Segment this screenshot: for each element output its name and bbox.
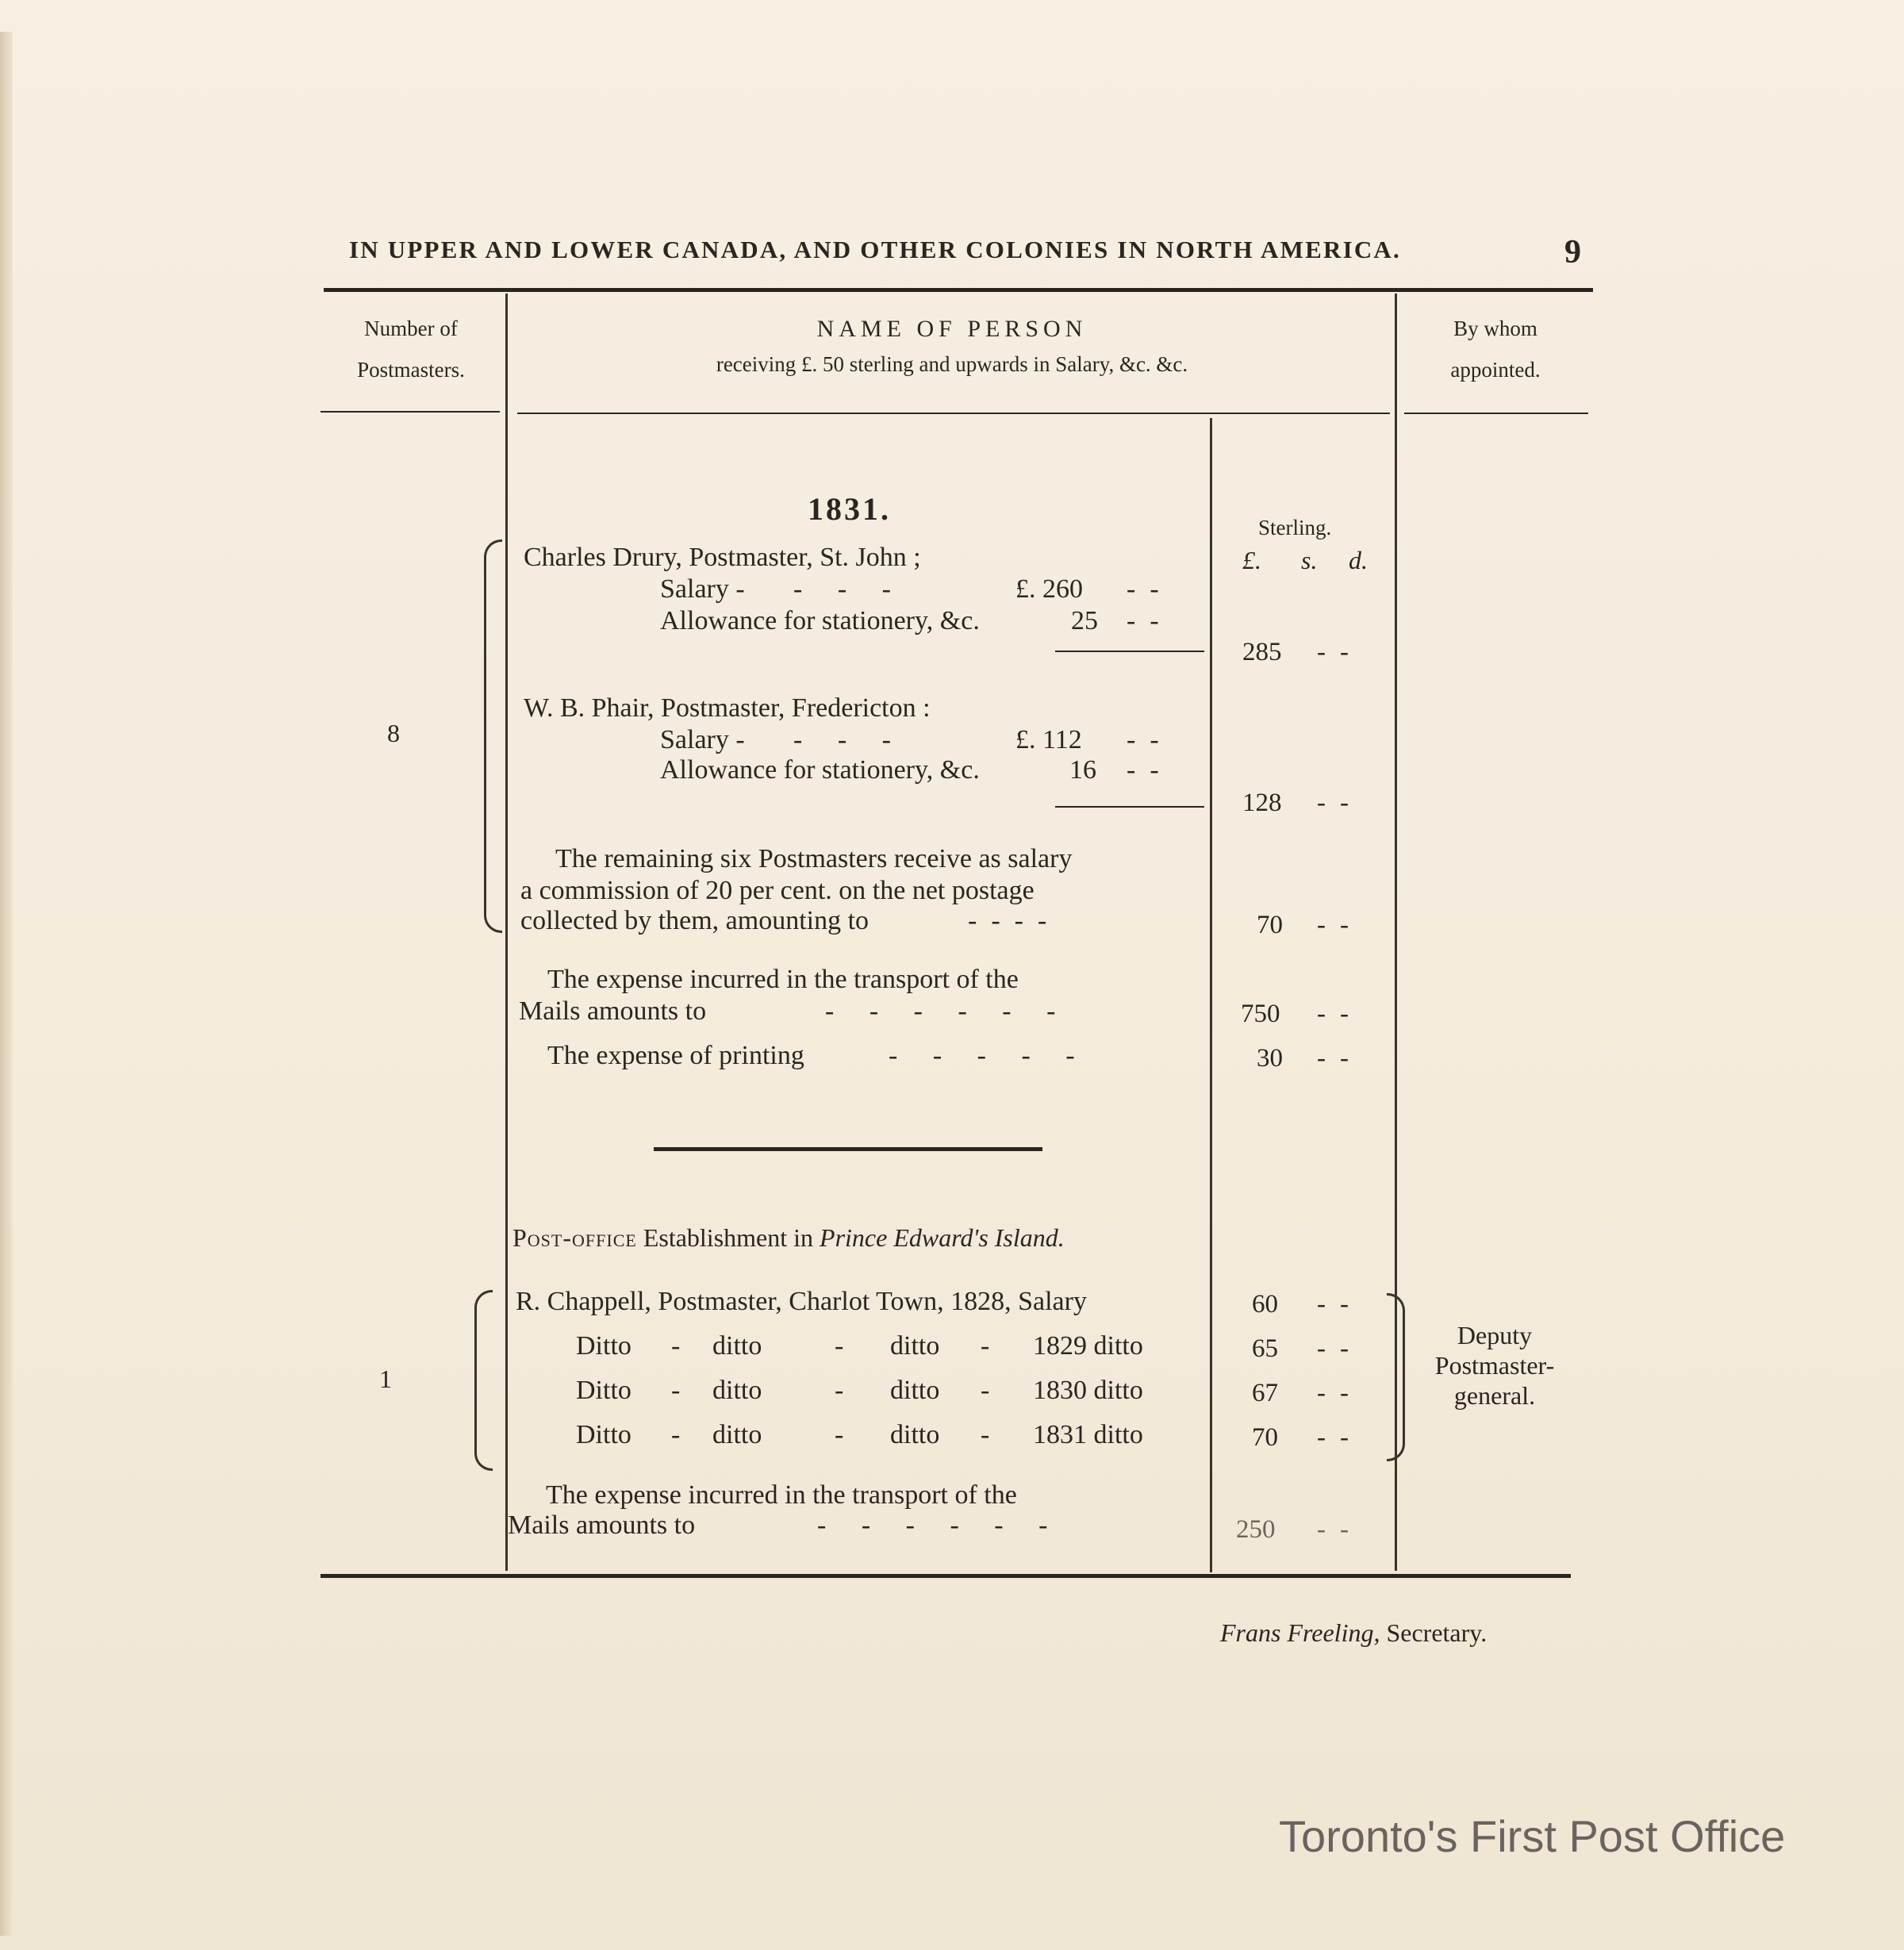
- leader-dots: --: [1127, 755, 1173, 785]
- drury-name: Charles Drury, Postmaster, St. John ;: [524, 543, 921, 572]
- ditto-1831-a: Ditto: [576, 1420, 631, 1449]
- remaining-total: 70: [1257, 911, 1283, 939]
- ditto-1830-b: ditto: [712, 1376, 762, 1405]
- brace-section2: [474, 1290, 493, 1471]
- chappell-amount-3: 67: [1252, 1379, 1278, 1407]
- section-separator: [654, 1147, 1042, 1151]
- page-number: 9: [1564, 234, 1581, 271]
- leader-dots: -: [671, 1376, 681, 1405]
- year-heading: 1831.: [808, 491, 891, 527]
- header-rule-mid: [517, 413, 1390, 414]
- pei-transport-line-2: Mails amounts to: [508, 1510, 696, 1540]
- phair-name: W. B. Phair, Postmaster, Fredericton :: [524, 693, 931, 723]
- chappell-amount-2: 65: [1252, 1334, 1278, 1363]
- ditto-1828-a: Ditto: [576, 1331, 631, 1361]
- transport-line-1: The expense incurred in the transport of the: [547, 965, 1019, 994]
- sterling-pence: d.: [1349, 546, 1368, 574]
- leader-dots: --: [1127, 606, 1173, 635]
- ditto-1830-c: ditto: [890, 1376, 940, 1405]
- leader-dots: -: [835, 1331, 844, 1361]
- leader-dots: --: [1317, 1515, 1363, 1544]
- brace-appointed: [1387, 1293, 1405, 1461]
- leader-dots: -: [671, 1420, 681, 1449]
- transport-total: 750: [1241, 1000, 1280, 1028]
- col-number-header: Number of Postmasters.: [357, 317, 465, 382]
- postmaster-count-2: 1: [379, 1365, 392, 1393]
- col-name-header: NAME OF PERSON receiving £. 50 sterling and upwards in Salary, &c. &c.: [716, 316, 1188, 376]
- sterling-label: Sterling.: [1258, 516, 1332, 539]
- leader-dots: - - - - -: [889, 1041, 1089, 1070]
- phair-total: 128: [1242, 789, 1282, 817]
- leader-dots: --: [1317, 638, 1363, 666]
- leader-dots: -: [981, 1331, 990, 1361]
- remaining-line-2: a commission of 20 per cent. on the net postage: [520, 876, 1035, 905]
- pei-transport-line-1: The expense incurred in the transport of the: [546, 1480, 1017, 1510]
- ditto-1830-d: 1830 ditto: [1033, 1376, 1143, 1405]
- ditto-1831-d: 1831 ditto: [1033, 1420, 1143, 1449]
- bottom-rule: [321, 1574, 1571, 1578]
- leader-dots: --: [1317, 911, 1363, 939]
- drury-salary-value: £. 260: [1015, 574, 1083, 604]
- leader-dots: - - - - - -: [817, 1510, 1062, 1540]
- signature: Frans Freeling, Secretary.: [1220, 1618, 1488, 1647]
- leader-dots: --: [1317, 1290, 1363, 1319]
- divider-left: [505, 294, 508, 1571]
- subtotal-rule: [1055, 651, 1204, 652]
- leader-dots: -: [835, 1376, 844, 1405]
- running-header: IN UPPER AND LOWER CANADA, AND OTHER COLONIES IN NORTH AMERICA.: [349, 236, 1401, 263]
- remaining-line-3: collected by them, amounting to: [520, 906, 869, 935]
- section2-heading: Post-office Establishment in Prince Edward's Island.: [512, 1223, 1065, 1252]
- ditto-1831-b: ditto: [712, 1420, 762, 1449]
- sterling-pounds: £.: [1242, 546, 1261, 574]
- remaining-line-1: The remaining six Postmasters receive as salary: [555, 844, 1073, 873]
- sterling-shillings: s.: [1301, 546, 1318, 574]
- drury-allowance-value: 25: [1071, 606, 1098, 635]
- drury-salary-label: Salary -: [660, 574, 745, 604]
- printing-total: 30: [1257, 1044, 1283, 1073]
- ditto-1830-a: Ditto: [576, 1376, 631, 1405]
- leader-dots: --: [1317, 1044, 1363, 1073]
- leader-dots: -: [671, 1331, 681, 1361]
- header-rule-left: [321, 411, 500, 413]
- ditto-1829-d: 1829 ditto: [1033, 1331, 1143, 1361]
- col-appointed-header: By whom appointed.: [1450, 317, 1541, 382]
- leader-dots: -: [981, 1420, 990, 1449]
- leader-dots: --: [1317, 1000, 1363, 1028]
- page-edge: [0, 32, 13, 1936]
- leader-dots: --: [1317, 1379, 1363, 1407]
- ditto-1829-b: ditto: [712, 1331, 762, 1361]
- drury-total: 285: [1242, 638, 1282, 666]
- phair-salary-value: £. 112: [1015, 725, 1082, 754]
- postmaster-count-1: 8: [387, 719, 400, 747]
- phair-salary-label: Salary -: [660, 725, 745, 754]
- ditto-1829-c: ditto: [890, 1331, 940, 1361]
- header-rule-right: [1404, 413, 1588, 414]
- leader-dots: ----: [968, 906, 1061, 935]
- leader-dots: - - - - - -: [825, 996, 1070, 1026]
- leader-dots: -: [835, 1420, 844, 1449]
- drury-allowance-label: Allowance for stationery, &c.: [660, 606, 980, 635]
- printing-label: The expense of printing: [547, 1041, 804, 1070]
- leader-dots: - - -: [793, 574, 905, 604]
- brace-section1: [484, 539, 502, 933]
- leader-dots: - - -: [793, 725, 905, 754]
- leader-dots: --: [1317, 1423, 1363, 1452]
- ditto-1831-c: ditto: [890, 1420, 940, 1449]
- watermark-text: Toronto's First Post Office: [1279, 1811, 1786, 1861]
- leader-dots: --: [1127, 574, 1173, 604]
- phair-allowance-value: 16: [1069, 755, 1096, 785]
- chappell-row-1: R. Chappell, Postmaster, Charlot Town, 1828, Salary: [516, 1287, 1087, 1316]
- top-rule: [324, 288, 1593, 292]
- chappell-amount-4: 70: [1252, 1423, 1278, 1452]
- pei-transport-total: 250: [1236, 1515, 1276, 1544]
- phair-allowance-label: Allowance for stationery, &c.: [660, 755, 980, 785]
- appointed-by: Deputy Postmaster- general.: [1434, 1321, 1555, 1410]
- chappell-amount-1: 60: [1252, 1290, 1278, 1319]
- leader-dots: --: [1317, 1334, 1363, 1363]
- leader-dots: --: [1317, 789, 1363, 817]
- leader-dots: --: [1127, 725, 1173, 754]
- transport-line-2: Mails amounts to: [519, 996, 707, 1026]
- divider-sterling: [1210, 418, 1212, 1572]
- subtotal-rule: [1055, 806, 1204, 808]
- leader-dots: -: [981, 1376, 990, 1405]
